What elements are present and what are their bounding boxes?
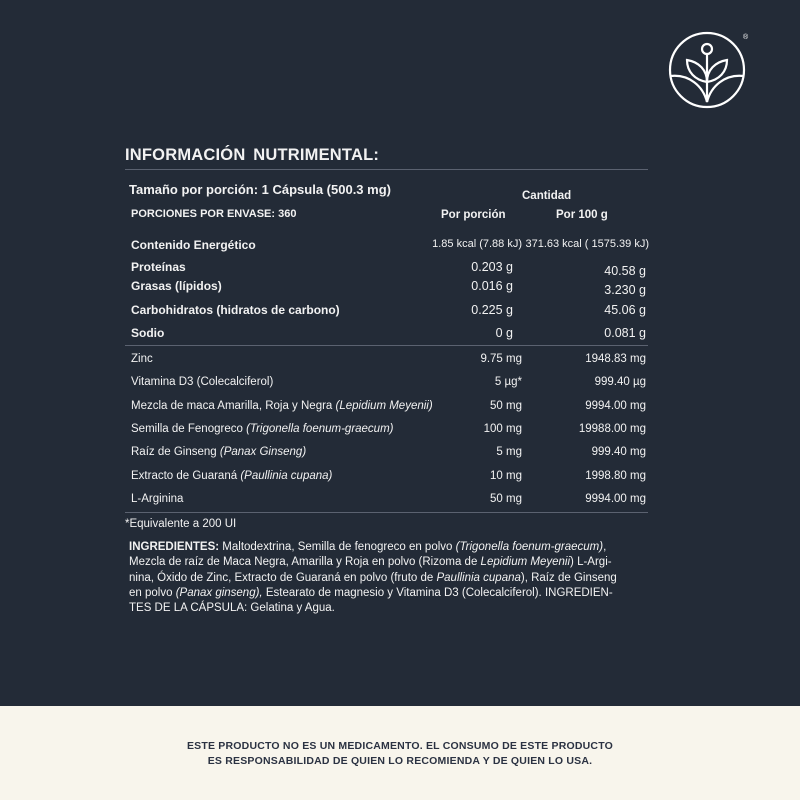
ingredients-text: ,	[603, 541, 607, 553]
ingredient-per-100g: 1998.80 mg	[585, 469, 646, 482]
ingredient-per-100g: 999.40 µg	[594, 376, 646, 389]
ingredients-latin: (Trigonella foenum-graecum)	[455, 541, 604, 553]
footnote: *Equivalente a 200 UI	[125, 518, 237, 530]
macro-name: Proteínas	[131, 260, 186, 274]
ingredient-latin: (Lepidium Meyenii)	[335, 399, 433, 412]
ingredient-latin: (Panax Ginseng)	[219, 446, 307, 459]
ingredient-row-name	[131, 353, 153, 365]
disclaimer-band	[0, 706, 800, 800]
ingredients-line	[129, 555, 659, 570]
ingredient-per-serving: 5 µg*	[494, 376, 522, 389]
ingredients-paragraph	[129, 540, 659, 616]
divider	[125, 345, 648, 346]
ingredient-per-100g: 9994.00 mg	[585, 492, 646, 505]
header-per-100g: Por 100 g	[556, 209, 608, 221]
ingredients-latin: Paullinia cupana	[436, 571, 521, 584]
ingredient-per-100g: 1948.83 mg	[585, 353, 646, 365]
ingredients-text: nina, Óxido de Zinc, Extracto de Guaraná en polvo (fruto de	[129, 571, 437, 584]
ingredients-line	[129, 571, 659, 586]
ingredient-per-serving: 9.75 mg	[480, 353, 522, 365]
ingredient-name: Vitamina D3 (Colecalciferol)	[131, 376, 274, 389]
divider	[125, 169, 648, 170]
ingredient-name: Semilla de Fenogreco	[131, 422, 247, 435]
ingredient-name: Zinc	[131, 353, 153, 365]
ingredient-name: Raíz de Ginseng	[131, 446, 220, 459]
macro-per-serving: 1.85 kcal (7.88 kJ)	[432, 238, 522, 250]
ingredient-per-serving: 50 mg	[490, 399, 522, 412]
header-per-serving: Por porción	[441, 209, 506, 221]
disclaimer-line: ES RESPONSABILIDAD DE QUIEN LO RECOMIENDA Y DE QUIEN LO USA.	[207, 755, 593, 767]
ingredients-line	[129, 601, 659, 616]
ingredients-text: ) L-Argi-	[570, 556, 612, 569]
ingredients-line	[129, 540, 659, 555]
macro-per-serving: 0 g	[495, 326, 513, 340]
ingredients-latin: Lepidium Meyenii	[480, 556, 571, 569]
ingredient-row-name	[131, 423, 394, 435]
ingredients-text: TES DE LA CÁPSULA: Gelatina y Agua.	[129, 602, 335, 615]
macro-per-100g: 45.06 g	[604, 303, 646, 317]
macro-per-serving: 0.225 g	[471, 303, 513, 317]
macro-per-100g: 3.230 g	[604, 283, 646, 297]
ingredient-name: Extracto de Guaraná	[131, 469, 241, 482]
divider	[125, 512, 648, 513]
ingredient-per-100g: 19988.00 mg	[578, 422, 646, 435]
macro-per-100g: 371.63 kcal ( 1575.39 kJ)	[525, 238, 649, 250]
ingredients-text: Estearato de magnesio y Vitamina D3 (Colecalciferol). INGREDIEN-	[262, 586, 613, 599]
macro-name: Grasas (lípidos)	[131, 279, 222, 293]
ingredients-text: en polvo	[129, 586, 176, 599]
ingredient-row-name	[131, 493, 183, 505]
servings-per-container: PORCIONES POR ENVASE: 360	[131, 208, 297, 220]
disclaimer-line: ESTE PRODUCTO NO ES UN MEDICAMENTO. EL CONSUMO DE ESTE PRODUCTO	[186, 740, 614, 752]
header-cantidad: Cantidad	[522, 190, 572, 202]
macro-name: Contenido Energético	[131, 238, 256, 252]
ingredient-latin: (Trigonella foenum-graecum)	[246, 422, 394, 435]
ingredient-row-name	[131, 470, 332, 482]
macro-name: Carbohidratos (hidratos de carbono)	[131, 303, 340, 317]
ingredient-per-serving: 10 mg	[490, 469, 522, 482]
macro-per-serving: 0.016 g	[471, 279, 513, 293]
ingredient-name: L-Arginina	[131, 492, 184, 505]
macro-per-100g: 0.081 g	[604, 326, 646, 340]
ingredients-line	[129, 586, 659, 601]
ingredient-per-serving: 5 mg	[496, 446, 522, 459]
ingredients-label: INGREDIENTES:	[129, 541, 220, 553]
ingredient-per-serving: 100 mg	[483, 422, 522, 435]
registered-mark: ®	[743, 34, 749, 41]
macro-per-serving: 0.203 g	[471, 260, 513, 274]
macro-per-100g: 40.58 g	[604, 264, 646, 278]
ingredient-latin: (Paullinia cupana)	[240, 469, 333, 482]
ingredients-text: Maltodextrina, Semilla de fenogreco en polvo	[219, 541, 456, 553]
ingredients-text: Mezcla de raíz de Maca Negra, Amarilla y Roja en polvo (Rizoma de	[129, 556, 481, 569]
brand-logo-icon	[667, 30, 747, 110]
ingredient-row-name	[131, 446, 306, 458]
ingredient-name: Mezcla de maca Amarilla, Roja y Negra	[131, 399, 336, 412]
ingredient-per-serving: 50 mg	[490, 492, 522, 505]
ingredient-per-100g: 999.40 mg	[591, 446, 646, 459]
macro-name: Sodio	[131, 326, 165, 340]
ingredient-per-100g: 9994.00 mg	[585, 399, 646, 412]
ingredients-text: ), Raíz de Ginseng	[520, 571, 617, 584]
page-title: INFORMACIÓN NUTRIMENTAL:	[125, 146, 380, 164]
ingredient-row-name	[131, 400, 433, 412]
serving-size: Tamaño por porción: 1 Cápsula (500.3 mg)	[129, 182, 391, 197]
ingredient-row-name	[131, 376, 273, 388]
ingredients-latin: (Panax ginseng),	[175, 586, 263, 599]
